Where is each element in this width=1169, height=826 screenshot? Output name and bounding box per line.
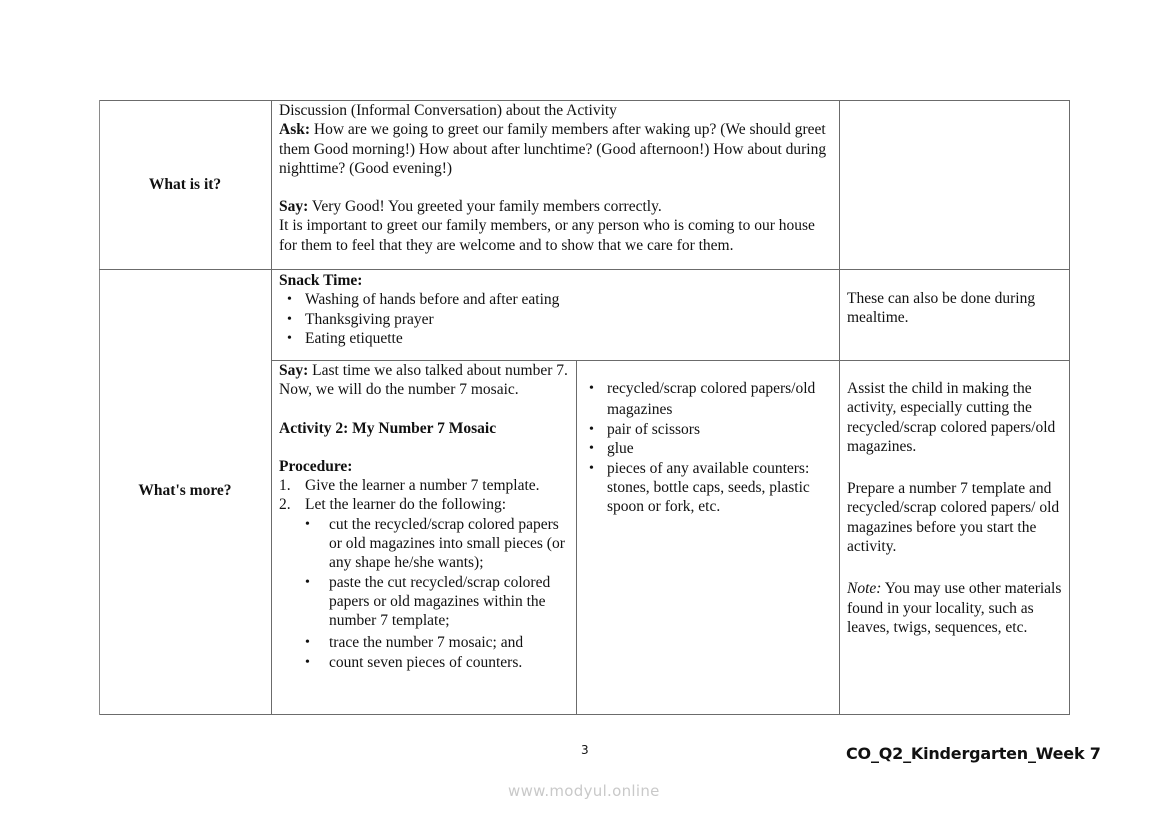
activity-procedure-cell (279, 361, 573, 672)
sub-step: • cut the recycled/scrap colored papers or old magazines into small pieces (or any shape he/she wants); (279, 515, 573, 573)
materials-list (581, 379, 837, 516)
assist-note: Assist the child in making the activity, especially cutting the recycled/scrap colored papers/old magazines. (847, 380, 1056, 455)
ask-label: Ask: (279, 121, 311, 139)
table-border-right (1069, 100, 1070, 715)
row-divider-1 (99, 269, 1070, 270)
column-divider-2 (576, 360, 577, 715)
material-item: • glue (581, 439, 837, 458)
sub-step: • count seven pieces of counters. (279, 653, 573, 672)
column-divider-3 (839, 100, 840, 715)
materials-cell (581, 379, 837, 516)
say-label: Say: (279, 362, 309, 379)
discussion-heading: Discussion (Informal Conversation) about the Activity (279, 102, 617, 119)
material-item: • pair of scissors (581, 420, 837, 439)
material-item: • pieces of any available counters: stones, bottle caps, seeds, plastic spoon or fork, etc. (581, 459, 837, 517)
list-item: • Eating etiquette (279, 329, 835, 348)
row-label-whats-more: What's more? (138, 482, 232, 499)
ask-text: How are we going to greet our family members after waking up? (We should greet them Good morning!) How about after lunchtime? (Good afternoon!) How about during nighttime? (Good evening!) (279, 121, 827, 177)
prepare-note: Prepare a number 7 template and recycled/scrap colored papers/ old magazines before you start the activity. (847, 480, 1060, 556)
say-label: Say: (279, 198, 309, 216)
procedure-step: 1. Give the learner a number 7 template. (279, 477, 540, 495)
list-item: • Washing of hands before and after eating (279, 290, 835, 309)
activity-notes-cell (847, 379, 1067, 637)
row-label-what-is-it: What is it? (148, 176, 222, 193)
snack-time-notes: These can also be done during mealtime. (847, 290, 1036, 327)
closing-paragraph: It is important to greet our family members, or any person who is coming to our house for them to feel that they are welcome and to show that we care for them. (279, 217, 815, 254)
discussion-cell (279, 101, 835, 255)
procedure-sub-steps (279, 515, 573, 672)
note-label: Note: (847, 580, 882, 598)
material-item: • recycled/scrap colored papers/old magazines (581, 379, 817, 420)
note-text: You may use other materials found in your locality, such as leaves, twigs, sequences, etc. (847, 580, 1062, 636)
say-text: Last time we also talked about number 7. Now, we will do the number 7 mosaic. (279, 362, 568, 399)
snack-time-cell (279, 271, 835, 348)
snack-time-title: Snack Time: (279, 272, 363, 289)
snack-time-list (279, 290, 835, 348)
column-divider-1 (271, 100, 272, 715)
ask-paragraph (279, 120, 835, 178)
sub-step: • paste the cut recycled/scrap colored papers or old magazines within the number 7 template; (279, 573, 573, 631)
activity-title: Activity 2: My Number 7 Mosaic (279, 419, 497, 437)
locality-note (847, 579, 1067, 637)
procedure-steps (279, 476, 573, 515)
table-border-bottom (99, 714, 1070, 715)
document-code: CO_Q2_Kindergarten_Week 7 (846, 744, 1101, 763)
page-number: 3 (581, 743, 589, 757)
procedure-step: 2. Let the learner do the following: (279, 496, 507, 514)
activity-say-paragraph (279, 361, 573, 400)
lesson-table (99, 100, 1070, 714)
watermark: www.modyul.online (508, 782, 660, 800)
say-text: Very Good! You greeted your family members correctly. (308, 198, 662, 216)
say-paragraph (279, 197, 835, 216)
procedure-title: Procedure: (279, 457, 353, 475)
sub-step: • trace the number 7 mosaic; and (279, 633, 573, 652)
list-item: • Thanksgiving prayer (279, 310, 835, 329)
